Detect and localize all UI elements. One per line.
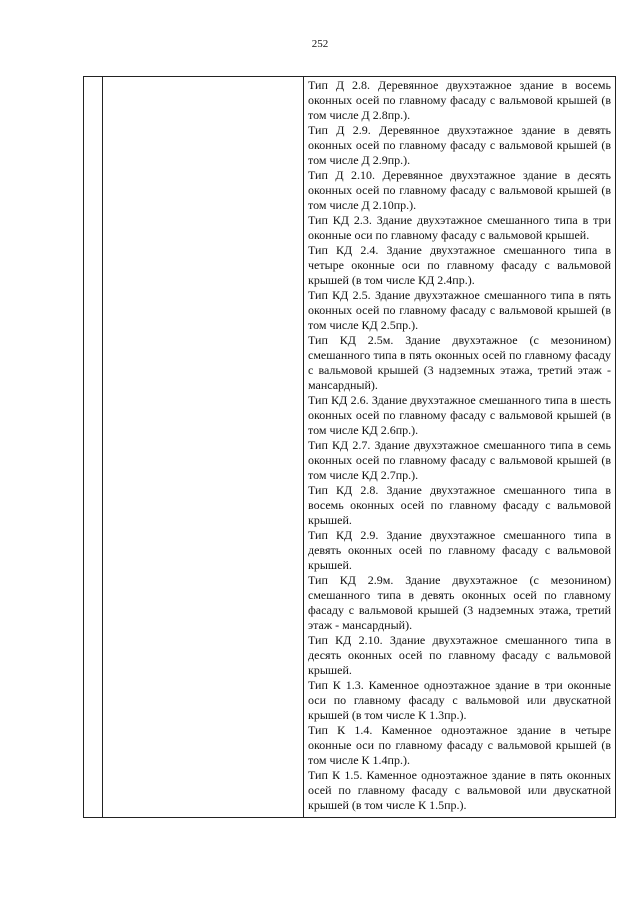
document-table	[83, 76, 616, 818]
type-entry: Тип КД 2.9. Здание двухэтажное смешанного типа в девять оконных осей по главному фасаду с вальмовой крышей.	[308, 528, 611, 572]
table-cell-name	[103, 77, 304, 818]
type-entry: Тип КД 2.9м. Здание двухэтажное (с мезонином) смешанного типа в девять оконных осей по главному фасаду с вальмовой крышей (3 надземных этажа, третий этаж - мансардный).	[308, 573, 611, 632]
type-entry: Тип КД 2.5. Здание двухэтажное смешанного типа в пять оконных осей по главному фасаду с вальмовой крышей (в том числе КД 2.5пр.).	[308, 288, 611, 332]
type-entry: Тип Д 2.10. Деревянное двухэтажное здание в десять оконных осей по главному фасаду с вальмовой крышей (в том числе Д 2.10пр.).	[308, 168, 611, 212]
type-entry: Тип К 1.3. Каменное одноэтажное здание в три оконные оси по главному фасаду с вальмовой или двускатной крышей (в том числе К 1.3пр.).	[308, 678, 611, 722]
type-entry: Тип КД 2.8. Здание двухэтажное смешанного типа в восемь оконных осей по главному фасаду с вальмовой крышей.	[308, 483, 611, 527]
type-list	[304, 77, 615, 813]
type-entry: Тип КД 2.3. Здание двухэтажное смешанного типа в три оконные оси по главному фасаду с вальмовой крышей.	[308, 213, 611, 242]
page-number: 252	[311, 38, 329, 50]
table-cell-types	[304, 77, 616, 818]
type-entry: Тип Д 2.8. Деревянное двухэтажное здание в восемь оконных осей по главному фасаду с вальмовой крышей (в том числе Д 2.8пр.).	[308, 78, 611, 122]
type-entry: Тип К 1.5. Каменное одноэтажное здание в пять оконных осей по главному фасаду с вальмовой или двускатной крышей (в том числе К 1.5пр.).	[308, 768, 611, 812]
table-cell-number	[84, 77, 103, 818]
table-row	[84, 77, 616, 818]
type-entry: Тип К 1.4. Каменное одноэтажное здание в четыре оконные оси по главному фасаду с вальмовой крышей (в том числе К 1.4пр.).	[308, 723, 611, 767]
type-entry: Тип КД 2.6. Здание двухэтажное смешанного типа в шесть оконных осей по главному фасаду с вальмовой крышей (в том числе КД 2.6пр.).	[308, 393, 611, 437]
type-entry: Тип КД 2.4. Здание двухэтажное смешанного типа в четыре оконные оси по главному фасаду с вальмовой крышей (в том числе КД 2.4пр.).	[308, 243, 611, 287]
type-entry: Тип КД 2.5м. Здание двухэтажное (с мезонином) смешанного типа в пять оконных осей по главному фасаду с вальмовой крышей (3 надземных этажа, третий этаж - мансардный).	[308, 333, 611, 392]
type-entry: Тип Д 2.9. Деревянное двухэтажное здание в девять оконных осей по главному фасаду с вальмовой крышей (в том числе Д 2.9пр.).	[308, 123, 611, 167]
type-entry: Тип КД 2.10. Здание двухэтажное смешанного типа в десять оконных осей по главному фасаду с вальмовой крышей.	[308, 633, 611, 677]
type-entry: Тип КД 2.7. Здание двухэтажное смешанного типа в семь оконных осей по главному фасаду с вальмовой крышей (в том числе КД 2.7пр.).	[308, 438, 611, 482]
